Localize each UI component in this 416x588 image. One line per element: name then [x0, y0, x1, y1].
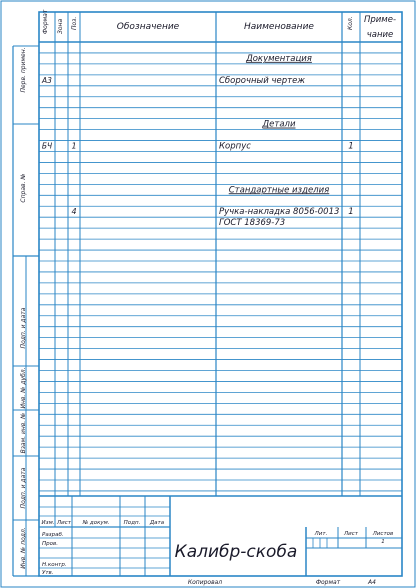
cell-position: 1: [71, 141, 77, 151]
cell-format: А3: [42, 75, 52, 85]
header-note-line2: чание: [366, 30, 394, 40]
tb-sheets: Листов: [372, 531, 394, 537]
cell-name: Сборочный чертеж: [219, 75, 305, 86]
side-sign-date-2: Подп. и дата: [20, 467, 27, 509]
tb-col-sheet: Лист: [57, 520, 71, 526]
header-zone: Зона: [57, 18, 64, 34]
cell-name: Ручка-накладка 8056-0013: [219, 207, 340, 218]
cell-qty: 1: [348, 141, 354, 152]
section-heading: Документация: [246, 53, 312, 64]
tb-col-date: Дата: [149, 520, 165, 526]
header-format: Формат: [42, 9, 49, 34]
tb-col-doc-no: № докум.: [82, 520, 110, 526]
cell-position: 4: [71, 207, 77, 217]
side-replace-inv: Взам. инв. №: [20, 412, 27, 454]
side-first-use: Перв. примен.: [20, 47, 27, 93]
side-inv-orig: Инв. № подл.: [20, 527, 27, 569]
tb-role-norm-control: Н.контр.: [42, 562, 67, 568]
cell-format: БЧ: [41, 141, 53, 151]
tb-title: Калибр-скоба: [174, 542, 298, 562]
header-qty: Кол.: [347, 16, 354, 30]
tb-sheets-value: 1: [381, 539, 385, 545]
header-note-line1: Приме-: [363, 15, 397, 25]
cell-name: ГОСТ 18369-73: [219, 218, 286, 229]
footer-copied: Копировал: [187, 579, 223, 586]
tb-role-developer: Разраб.: [42, 532, 64, 538]
tb-role-checker: Пров.: [42, 541, 58, 547]
header-designation: Обозначение: [116, 22, 180, 32]
tb-role-approved: Утв.: [42, 570, 54, 576]
tb-list: Лист: [344, 531, 358, 537]
footer-format-label: Формат: [315, 579, 341, 586]
side-sign-date-1: Подп. и дата: [20, 307, 27, 349]
side-inv-dup: Инв. № дубл.: [20, 367, 27, 409]
section-heading: Стандартные изделия: [228, 185, 330, 196]
header-position: Поз.: [71, 16, 78, 30]
cell-name: Корпус: [219, 141, 251, 152]
tb-lit: Лит.: [314, 531, 328, 537]
section-heading: Детали: [262, 119, 296, 130]
side-ref-no: Справ. №: [20, 173, 27, 203]
footer-format-value: А4: [368, 579, 376, 586]
tb-col-change: Изм.: [41, 520, 55, 526]
tb-col-sign: Подп.: [123, 520, 141, 526]
cell-qty: 1: [348, 207, 354, 218]
header-name: Наименование: [244, 22, 314, 32]
